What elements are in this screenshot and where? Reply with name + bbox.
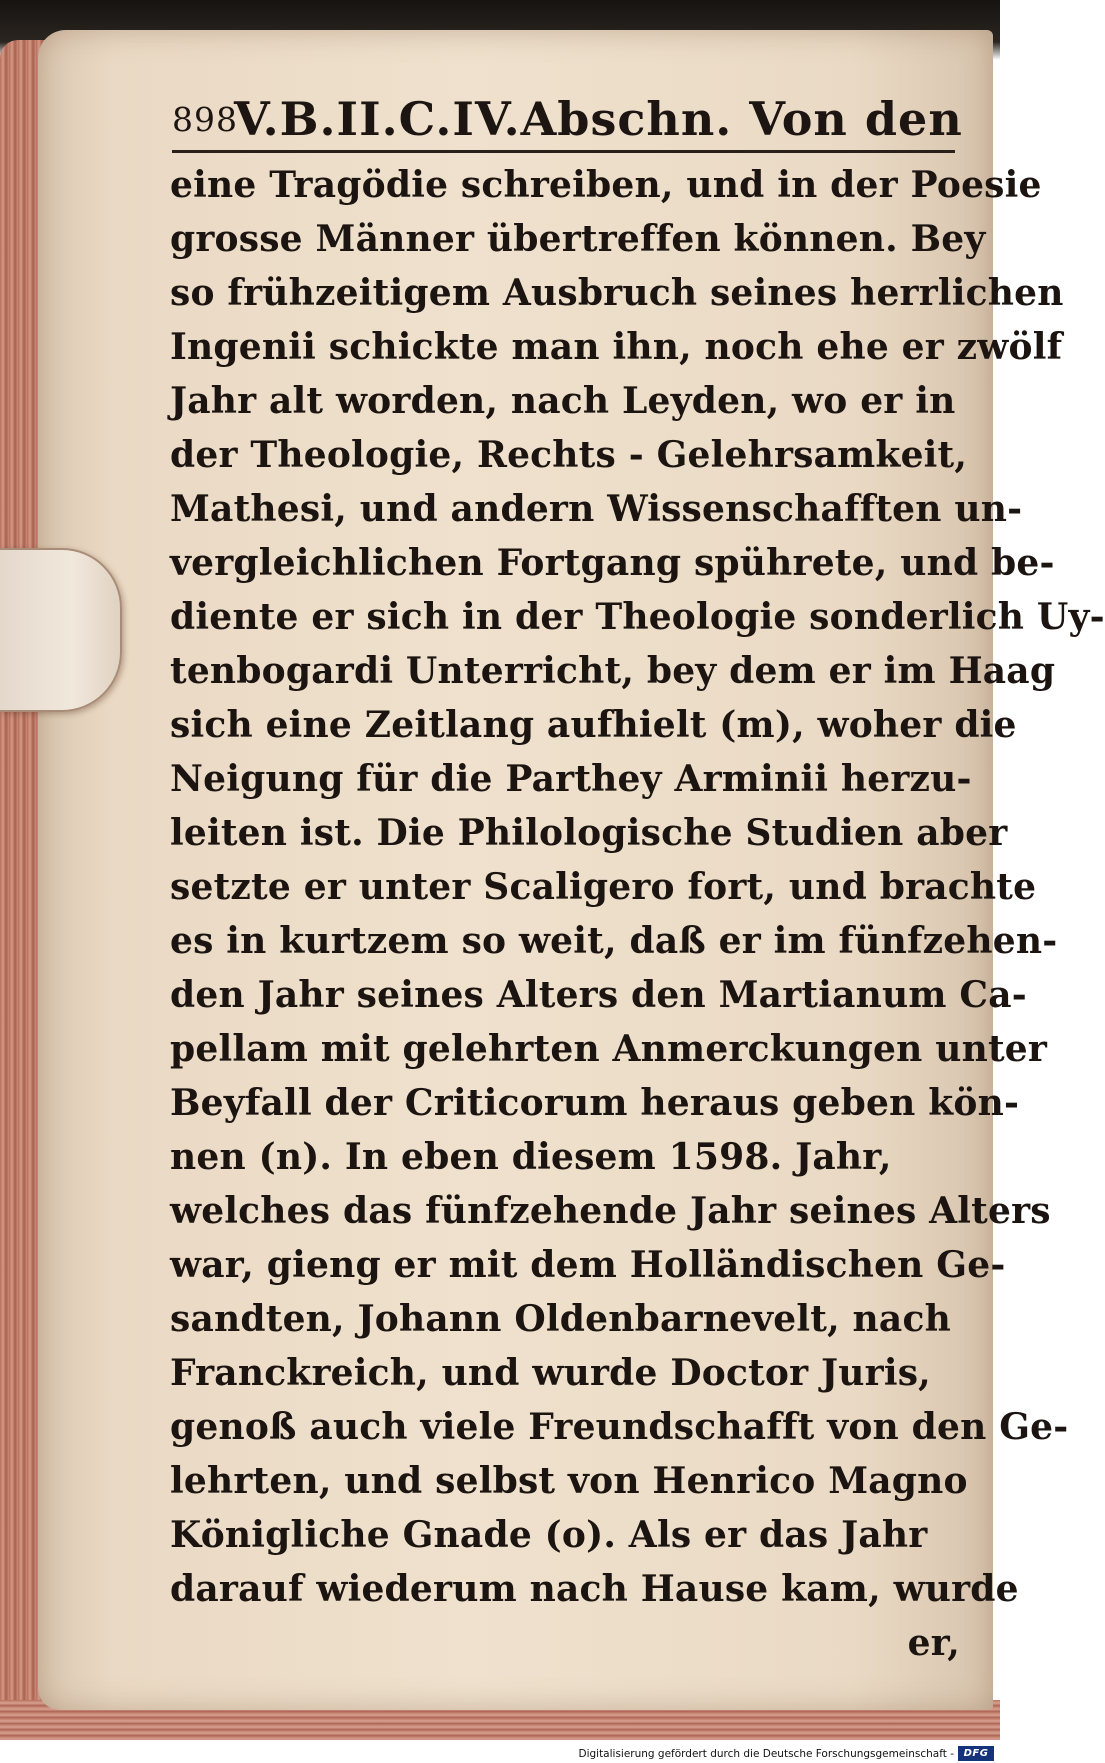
text-line: Königliche Gnade (o). Als er das Jahr bbox=[170, 1514, 928, 1556]
text-line: leiten ist. Die Philologische Studien aber bbox=[170, 812, 1008, 854]
header-rule bbox=[172, 150, 955, 153]
text-line: Beyfall der Criticorum heraus geben kön- bbox=[170, 1082, 1020, 1124]
page-tab-marker bbox=[0, 548, 122, 712]
text-line: Mathesi, und andern Wissenschafften un- bbox=[170, 488, 1023, 530]
text-line: es in kurtzem so weit, daß er im fünfzehen- bbox=[170, 920, 1058, 962]
text-line: grosse Männer übertreffen können. Bey bbox=[170, 218, 986, 260]
dfg-logo: DFG bbox=[958, 1746, 994, 1761]
text-line: sandten, Johann Oldenbarnevelt, nach bbox=[170, 1298, 951, 1340]
digitization-credit: Digitalisierung gefördert durch die Deutsche Forschungsgemeinschaft - bbox=[578, 1748, 954, 1760]
text-line: genoß auch viele Freundschafft von den Ge- bbox=[170, 1406, 1069, 1448]
text-line: so frühzeitigem Ausbruch seines herrlichen bbox=[170, 272, 1064, 314]
page-header bbox=[172, 92, 963, 148]
text-line: Jahr alt worden, nach Leyden, wo er in bbox=[170, 380, 956, 422]
text-line: vergleichlichen Fortgang spührete, und be- bbox=[170, 542, 1055, 584]
text-line: nen (n). In eben diesem 1598. Jahr, bbox=[170, 1136, 892, 1178]
text-line: Ingenii schickte man ihn, noch ehe er zwölf bbox=[170, 326, 1063, 368]
text-line: eine Tragödie schreiben, und in der Poesie bbox=[170, 164, 1042, 206]
catchword: er, bbox=[907, 1622, 960, 1664]
page-number: 898 bbox=[172, 100, 238, 139]
text-line: Neigung für die Parthey Arminii herzu- bbox=[170, 758, 972, 800]
text-line: Franckreich, und wurde Doctor Juris, bbox=[170, 1352, 931, 1394]
text-line: den Jahr seines Alters den Martianum Ca- bbox=[170, 974, 1027, 1016]
text-line: welches das fünfzehende Jahr seines Alters bbox=[170, 1190, 1051, 1232]
text-line: lehrten, und selbst von Henrico Magno bbox=[170, 1460, 968, 1502]
text-line: setzte er unter Scaligero fort, und brachte bbox=[170, 866, 1037, 908]
text-line: war, gieng er mit dem Holländischen Ge- bbox=[170, 1244, 1006, 1286]
running-head: V.B.II.C.IV.Abschn. Von den bbox=[234, 92, 963, 146]
text-line: pellam mit gelehrten Anmerckungen unter bbox=[170, 1028, 1048, 1070]
text-line: der Theologie, Rechts - Gelehrsamkeit, bbox=[170, 434, 968, 476]
text-line: tenbogardi Unterricht, bey dem er im Haag bbox=[170, 650, 1056, 692]
text-line: sich eine Zeitlang aufhielt (m), woher die bbox=[170, 704, 1017, 746]
body-text bbox=[170, 158, 1105, 1670]
text-line: darauf wiederum nach Hause kam, wurde bbox=[170, 1568, 1019, 1610]
text-line: diente er sich in der Theologie sonderlich Uy- bbox=[170, 596, 1105, 638]
